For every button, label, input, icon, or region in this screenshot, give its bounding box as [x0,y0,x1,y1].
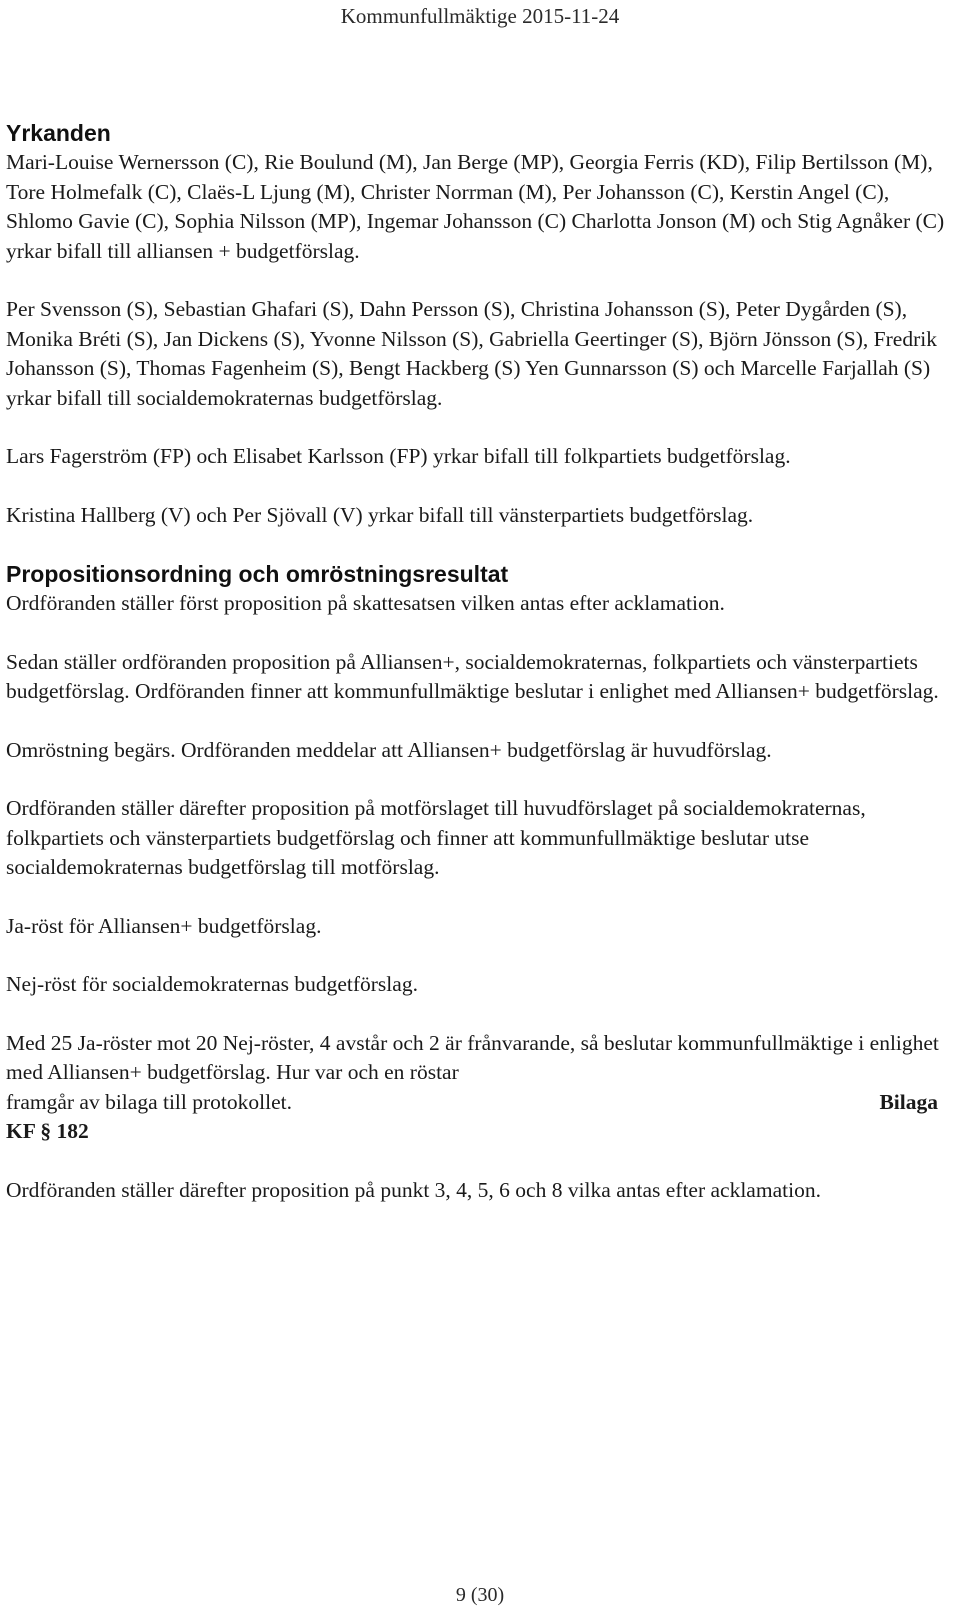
yrkande-alliansen: Mari-Louise Wernersson (C), Rie Boulund (M), Jan Berge (MP), Georgia Ferris (KD), Filip Bertilsson (M), Tore Holmefalk (C), Claës-L Ljung (M), Christer Norrman (M), Per Johansson (C), Kerstin Angel (C), Shlomo Gavie (C), Sophia Nilsson (MP), Ingemar Johansson (C) Charlotta Jonson (M) och Stig Agnåker (C) yrkar bifall till alliansen + budgetförslag. [6,150,945,263]
yrkanden-heading: Yrkanden [6,120,111,146]
ja-rost: Ja-röst för Alliansen+ budgetförslag. [6,913,322,938]
nej-rost: Nej-röst för socialdemokraternas budgetförslag. [6,972,418,996]
proposition-motforslag: Ordföranden ställer därefter proposition på motförslaget till huvudförslaget på socialdemokraternas, folkpartiets och vänsterpartiets budgetförslag och finner att kommunfullmäktige beslutar utse socialdemokraternas budgetförslag till motförslag. [6,796,866,879]
voting-result-last-text: framgår av bilaga till protokollet. [6,1089,292,1114]
proposition-skattesats: Ordföranden ställer först proposition på skattesatsen vilken antas efter acklamation. [6,591,725,615]
proposition-budgetforslag: Sedan ställer ordföranden proposition på Alliansen+, socialdemokraternas, folkpartiets och vänsterpartiets budgetförslag. Ordföranden finner att kommunfullmäktige beslutar i enlighet med Alliansen+ budgetförslag. [6,649,939,703]
yrkande-folkpartiet: Lars Fagerström (FP) och Elisabet Karlsson (FP) yrkar bifall till folkpartiets budgetförslag. [6,444,791,468]
yrkande-socialdemokraterna: Per Svensson (S), Sebastian Ghafari (S), Dahn Persson (S), Christina Johansson (S), Peter Dygården (S), Monika Bréti (S), Jan Dickens (S), Yvonne Nilsson (S), Gabriella Geertinger (S), Björn Jönsson (S), Fredrik Johansson (S), Thomas Fagenheim (S), Bengt Hackberg (S) Yen Gunnarsson (S) och Marcelle Farjallah (S) yrkar bifall till socialdemokraternas budgetförslag. [6,297,937,410]
page-number: 9 (30) [455,1584,505,1606]
voting-result-last-line [6,1088,956,1118]
page-header-title: Kommunfullmäktige 2015-11-24 [340,4,620,28]
yrkande-vansterpartiet: Kristina Hallberg (V) och Per Sjövall (V) yrkar bifall till vänsterpartiets budgetförslag. [6,502,754,527]
proposition-punkter: Ordföranden ställer därefter proposition på punkt 3, 4, 5, 6 och 8 vilka antas efter acklamation. [6,1177,821,1202]
bilaga-label: Bilaga [879,1089,938,1114]
voting-result [6,1029,956,1147]
document-body [6,118,956,1234]
bilaga-reference: KF § 182 [6,1119,89,1143]
omrostning-begars: Omröstning begärs. Ordföranden meddelar att Alliansen+ budgetförslag är huvudförslag. [6,737,772,762]
voting-result-text: Med 25 Ja-röster mot 20 Nej-röster, 4 avstår och 2 är frånvarande, så beslutar kommunfullmäktige i enlighet med Alliansen+ budgetförslag. Hur var och en röstar [6,1030,939,1084]
propositions-heading: Propositionsordning och omröstningsresultat [6,561,509,587]
